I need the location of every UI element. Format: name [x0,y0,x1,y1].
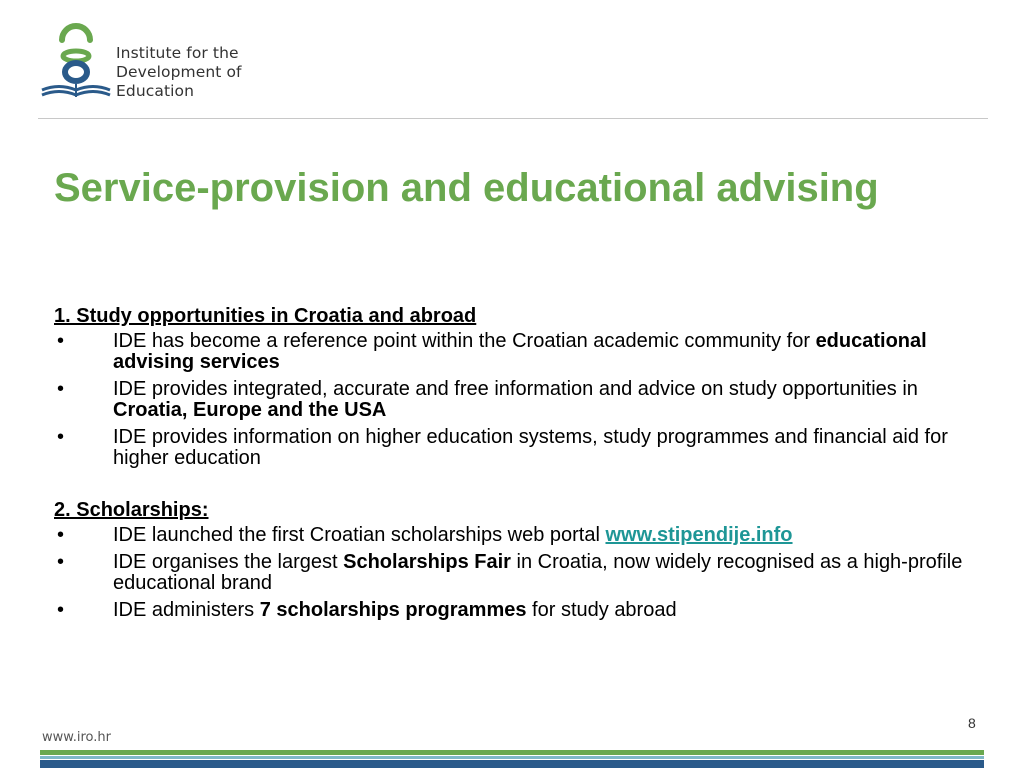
list-item [54,427,984,469]
bullet-text: IDE administers [113,599,260,621]
slide-body [54,306,984,627]
list-item [54,379,984,421]
scholarship-bullet-list [54,525,984,621]
list-item [54,525,984,546]
logo-line-1: Institute for the [116,44,239,62]
bullet-text: IDE has become a reference point within the Croatian academic community for [113,330,816,352]
bullet-icon: • [57,524,65,546]
slide-title: Service-provision and educational advising [54,166,879,210]
bullet-text: IDE provides information on higher education systems, study programmes and financial aid for higher education [113,426,948,469]
list-item [54,552,984,594]
footer-website: www.iro.hr [42,730,111,745]
bullet-bold-text: Scholarships Fair [343,551,511,573]
bullet-icon: • [57,426,65,448]
section-spacer [54,475,984,500]
bullet-text-tail: in Croatia, now widely recognised as a high-profile educational brand [113,551,963,594]
logo-line-2: Development of Education [116,63,242,100]
study-bullet-list [54,331,984,469]
bullet-text: IDE provides integrated, accurate and free information and advice on study opportunities in [113,378,918,400]
page-number: 8 [968,715,976,731]
stipendije-link[interactable]: www.stipendije.info [605,524,793,546]
footer-color-band [40,750,984,768]
bullet-icon: • [57,330,65,352]
open-book-logo-icon [40,16,112,102]
section-heading-study: 1. Study opportunities in Croatia and abroad [54,305,477,327]
bullet-text: IDE organises the largest [113,551,344,573]
bullet-bold-text: educational advising services [113,330,927,373]
footer-band-navy [40,760,984,768]
bullet-bold-text: Croatia, Europe and the USA [113,399,387,421]
list-item [54,600,984,621]
bullet-text: IDE launched the first Croatian scholarships web portal [113,524,606,546]
header-divider [38,118,988,119]
footer-band-green [40,750,984,755]
footer-band-light-blue [40,756,984,759]
logo-wordmark [116,44,290,101]
bullet-bold-text: 7 scholarships programmes [259,599,527,621]
institute-logo [40,16,290,102]
bullet-icon: • [57,378,65,400]
section-heading-scholarships: 2. Scholarships: [54,499,209,521]
list-item [54,331,984,373]
bullet-icon: • [57,551,65,573]
bullet-icon: • [57,599,65,621]
bullet-text-tail: for study abroad [526,599,677,621]
